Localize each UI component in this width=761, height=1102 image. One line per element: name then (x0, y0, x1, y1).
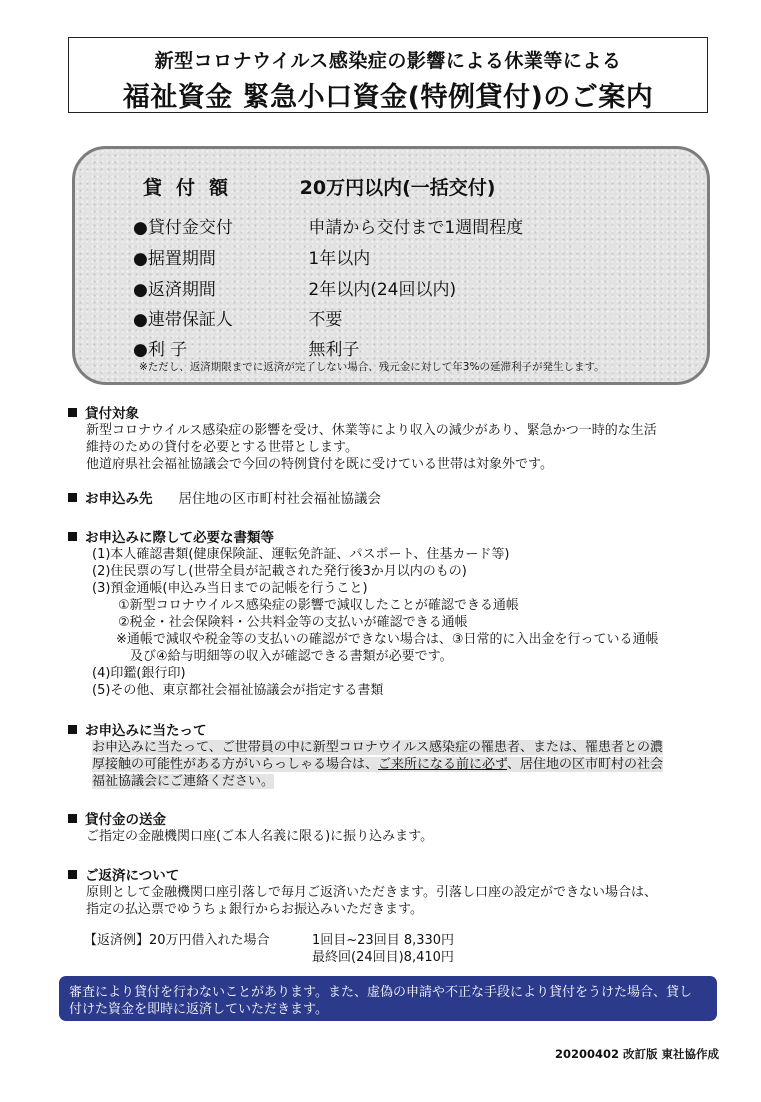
square-bullet-icon (68, 870, 77, 879)
apply-to-value: 居住地の区市町村社会福祉協議会 (178, 491, 381, 507)
repayment-example-label: 【返済例】20万円借入れた場合 (84, 933, 270, 948)
loan-amount-row (143, 173, 495, 200)
summary-row-value: 不要 (308, 310, 343, 330)
document-subitem: ②税金・社会保険料・公共料金等の支払いが確認できる通帳 (118, 615, 468, 630)
document-item: (3)預金通帳(申込み当日までの記帳を行うこと) (92, 581, 368, 596)
summary-row-label: ●返済期間 (133, 280, 216, 300)
section-apply-note (68, 719, 718, 790)
summary-row-label: ●貸付金交付 (133, 218, 233, 238)
summary-row-guarantor (133, 305, 342, 330)
section-body: ご指定の金融機関口座(ご本人名義に限る)に振り込みます。 (86, 829, 434, 844)
document-note: 及び④給与明細等の収入が確認できる書類が必要です。 (130, 649, 453, 664)
section-heading: お申込みに際して必要な書類等 (68, 526, 718, 546)
section-remittance (68, 808, 718, 845)
document-item: (1)本人確認書類(健康保険証、運転免許証、パスポート、住基カード等) (92, 547, 510, 562)
documents-list (68, 546, 718, 699)
section-repayment (68, 864, 718, 966)
page-title: 福祉資金 緊急小口資金(特例貸付)のご案内 (122, 82, 654, 113)
square-bullet-icon (68, 493, 77, 502)
section-heading: ご返済について (68, 864, 718, 884)
section-heading: お申込み先 居住地の区市町村社会福祉協議会 (68, 487, 718, 507)
loan-amount-label: 貸付額 (143, 177, 243, 199)
summary-row-label: ●利 子 (133, 340, 188, 360)
square-bullet-icon (68, 408, 77, 417)
repayment-example-line: 1回目~23回目 8,330円 (312, 933, 455, 948)
section-heading: 貸付金の送金 (68, 808, 718, 828)
summary-row-label: ●据置期間 (133, 249, 216, 269)
section-body: 原則として金融機関口座引落しで毎月ご返済いただきます。引落し口座の設定ができない場合は、 指定の払込票でゆうちょ銀行からお振込みいただきます。 (86, 885, 657, 917)
document-footer: 20200402 改訂版 東社協作成 (554, 1047, 719, 1061)
square-bullet-icon (68, 814, 77, 823)
summary-row-grace-period (133, 244, 370, 269)
loan-amount-value: 20万円以内(一括交付) (299, 177, 496, 199)
summary-row-label: ●連帯保証人 (133, 310, 233, 330)
section-heading: お申込みに当たって (68, 719, 718, 739)
title-box (68, 37, 708, 113)
document-item: (4)印鑑(銀行印) (92, 666, 186, 681)
section-target (68, 402, 718, 473)
warning-notice: 審査により貸付を行わないことがあります。また、虚偽の申請や不正な手段により貸付をうけた場合、貸し 付けた資金を即時に返済していただきます。 (59, 976, 717, 1021)
summary-note: ※ただし、返済期限までに返済が完了しない場合、残元金に対して年3%の延滞利子が発生します。 (139, 361, 605, 373)
section-body: 新型コロナウイルス感染症の影響を受け、休業等により収入の減少があり、緊急かつ一時的な生活 維持のための貸付を必要とする世帯とします。 他道府県社会福祉協議会で今回の特例貸付を既に受けている世帯は対象外です。 (86, 423, 657, 472)
repayment-example (68, 932, 718, 949)
underlined-text: ご来所になる前に必ず (378, 757, 507, 772)
summary-row-repayment-period (133, 275, 456, 300)
document-subitem: ①新型コロナウイルス感染症の影響で減収したことが確認できる通帳 (118, 598, 519, 613)
section-body: お申込みに当たって、ご世帯員の中に新型コロナウイルス感染症の罹患者、または、罹患者との濃 厚接触の可能性がある方がいらっしゃる場合は、ご来所になる前に必ず、居住地の区市町村の社会 福祉協議会にご連絡ください。 (92, 740, 663, 789)
document-item: (2)住民票の写し(世帯全員が記載された発行後3か月以内のもの) (92, 564, 467, 579)
title-subtitle: 新型コロナウイルス感染症の影響による休業等による (154, 50, 622, 72)
section-heading: 貸付対象 (68, 402, 718, 422)
document-note: ※通帳で減収や税金等の支払いの確認ができない場合は、③日常的に入出金を行っている通帳 (116, 632, 659, 647)
square-bullet-icon (68, 532, 77, 541)
summary-row-disbursement (133, 213, 523, 238)
section-required-documents (68, 526, 718, 699)
summary-row-value: 1年以内 (308, 249, 371, 269)
summary-row-interest (133, 335, 359, 360)
loan-summary-box (72, 146, 710, 385)
square-bullet-icon (68, 725, 77, 734)
summary-row-value: 無利子 (308, 340, 360, 360)
section-apply-to (68, 487, 718, 507)
summary-row-value: 申請から交付まで1週間程度 (308, 218, 524, 238)
repayment-example-line: 最終回(24回目)8,410円 (312, 950, 454, 965)
summary-row-value: 2年以内(24回以内) (308, 280, 457, 300)
document-item: (5)その他、東京都社会福祉協議会が指定する書類 (92, 683, 384, 698)
